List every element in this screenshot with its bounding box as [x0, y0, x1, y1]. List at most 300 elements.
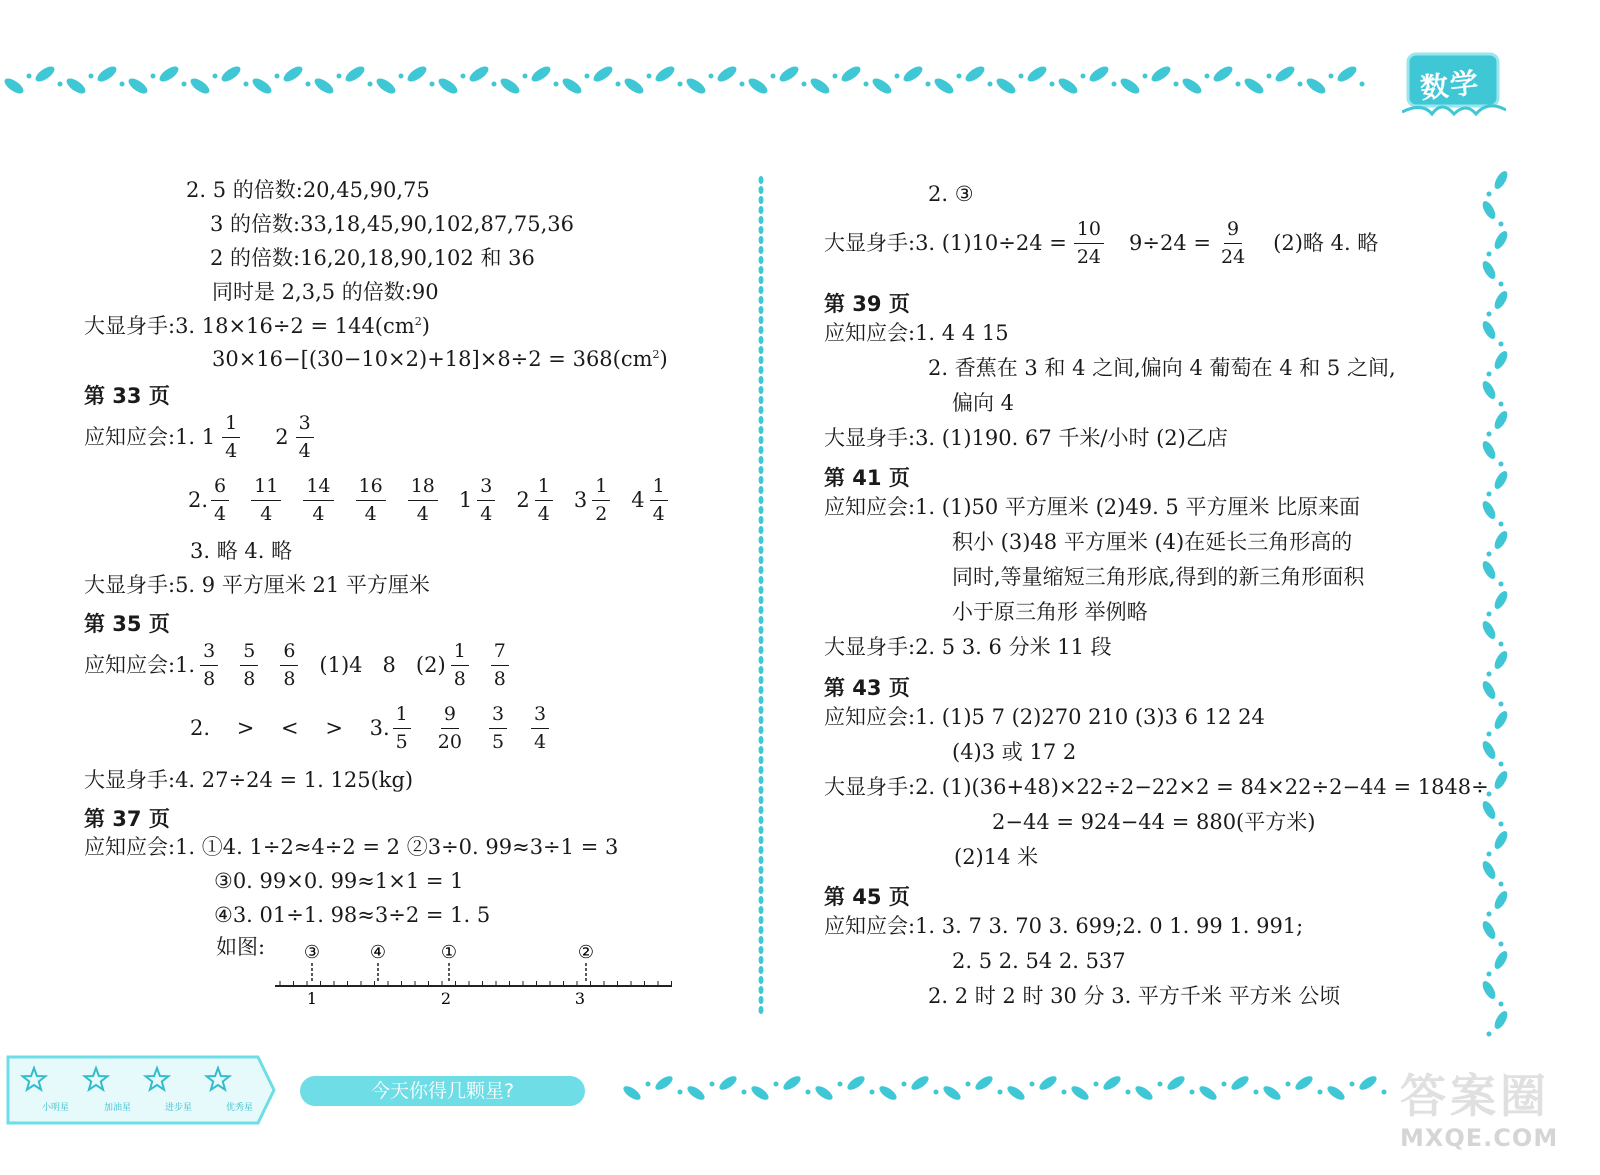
drop-ornament	[845, 1074, 867, 1093]
dot-ornament	[1499, 762, 1504, 767]
dot-ornament	[1499, 342, 1504, 347]
denominator: 4	[214, 503, 227, 525]
text-line: 3. 略 4. 略	[190, 539, 293, 563]
drop-ornament	[1197, 1084, 1219, 1103]
drop-ornament	[1165, 1074, 1187, 1093]
drop-ornament	[1480, 619, 1498, 641]
divider-dash	[759, 676, 764, 684]
mixed-number	[407, 477, 439, 524]
dot-ornament	[58, 82, 63, 87]
right-border-decoration	[1470, 170, 1520, 1050]
divider-dash	[759, 976, 764, 984]
dot-ornament	[1318, 1090, 1323, 1095]
dot-ornament	[870, 1090, 875, 1095]
dot-ornament	[864, 82, 869, 87]
denominator: 4	[652, 503, 665, 525]
divider-dash	[759, 486, 764, 494]
drop-ornament	[1492, 349, 1510, 371]
drop-ornament	[1293, 1074, 1315, 1093]
dot-ornament	[1499, 642, 1504, 647]
denominator: 8	[453, 668, 466, 690]
text-line: 积小 (3)48 平方厘米 (4)在延长三角形高的	[952, 530, 1353, 554]
numerator: 7	[491, 642, 509, 666]
drop-ornament	[1480, 859, 1498, 881]
dot-ornament	[1499, 702, 1504, 707]
drop-ornament	[1357, 1074, 1379, 1093]
divider-dash	[759, 706, 764, 714]
denominator: 8	[493, 668, 506, 690]
dot-ornament	[1062, 1090, 1067, 1095]
divider-dash	[759, 286, 764, 294]
dot-ornament	[1487, 312, 1492, 317]
top-border-decoration	[0, 60, 1400, 105]
drop-ornament	[1335, 64, 1359, 85]
divider-dash	[759, 586, 764, 594]
fraction	[356, 477, 386, 524]
dot-ornament	[1499, 222, 1504, 227]
divider-dash	[759, 446, 764, 454]
drop-ornament	[1480, 559, 1498, 581]
drop-ornament	[653, 64, 677, 85]
dot-ornament	[523, 74, 528, 79]
divider-dash	[759, 416, 764, 424]
mixed-number	[392, 705, 412, 752]
dot-ornament	[934, 1090, 939, 1095]
drop-ornament	[560, 76, 584, 97]
divider-dash	[759, 946, 764, 954]
dot-ornament	[616, 82, 621, 87]
drop-ornament	[1180, 76, 1204, 97]
divider-dash	[759, 276, 764, 284]
drop-ornament	[1480, 799, 1498, 821]
divider-dash	[759, 466, 764, 474]
text-line: 应知应会:1. (1)50 平方厘米 (2)49. 5 平方厘米 比原来面	[824, 495, 1361, 519]
section-heading: 第 33 页	[84, 384, 170, 408]
drop-ornament	[1492, 529, 1510, 551]
drop-ornament	[1056, 76, 1080, 97]
divider-dash	[759, 176, 764, 184]
text-line: 大显身手:3. (1)190. 67 千米/小时 (2)乙店	[824, 426, 1228, 450]
denominator: 4	[260, 503, 273, 525]
section-heading: 第 37 页	[84, 807, 170, 831]
text-line: 应知应会:1. ①4. 1÷2≈4÷2 = 2 ②3÷0. 99≈3÷1 = 3	[84, 835, 619, 859]
dot-ornament	[1222, 1082, 1227, 1087]
drop-ornament	[1133, 1084, 1155, 1103]
drop-ornament	[529, 64, 553, 85]
denominator: 4	[537, 503, 550, 525]
dot-ornament	[1254, 1090, 1259, 1095]
drop-ornament	[994, 76, 1018, 97]
drop-ornament	[877, 1084, 899, 1103]
fraction	[251, 477, 281, 524]
numerator: 18	[408, 477, 438, 501]
drop-ornament	[1492, 889, 1510, 911]
dot-ornament	[244, 82, 249, 87]
whole-part: 4	[631, 488, 645, 512]
dot-ornament	[902, 1082, 907, 1087]
center-divider	[754, 175, 768, 1015]
section-heading: 第 45 页	[824, 885, 910, 909]
divider-dash	[759, 786, 764, 794]
fraction: $\frac{9}{24}$	[1220, 218, 1246, 268]
dot-ornament	[1081, 74, 1086, 79]
dot-ornament	[1030, 1082, 1035, 1087]
divider-dash	[759, 646, 764, 654]
numerator: 1	[535, 477, 553, 501]
dot-ornament	[988, 82, 993, 87]
drop-ornament	[1492, 289, 1510, 311]
text-line: 2. 5 2. 54 2. 537	[952, 949, 1126, 973]
dot-ornament	[1499, 822, 1504, 827]
tick-label: 2	[440, 989, 452, 1008]
dot-ornament	[1487, 672, 1492, 677]
divider-dash	[759, 426, 764, 434]
dot-ornament	[1487, 192, 1492, 197]
drop-ornament	[1480, 379, 1498, 401]
text-line: ④3. 01÷1. 98≈3÷2 = 1. 5	[214, 903, 491, 927]
text-segment: (1)4 8 (2)	[319, 653, 446, 677]
denominator: 2	[595, 503, 608, 525]
divider-dash	[759, 986, 764, 994]
fraction	[280, 642, 298, 689]
text-line: 2. 香蕉在 3 和 4 之间,偏向 4 葡萄在 4 和 5 之间,	[928, 356, 1396, 380]
dot-ornament	[213, 74, 218, 79]
drop-ornament	[781, 1074, 803, 1093]
drop-ornament	[1480, 919, 1498, 941]
fraction	[408, 477, 438, 524]
dot-ornament	[895, 74, 900, 79]
dot-ornament	[1499, 462, 1504, 467]
text-line: 2 的倍数:16,20,18,90,102 和 36	[210, 246, 535, 270]
whole-part: 1	[458, 488, 473, 512]
mixed-number	[516, 477, 553, 524]
divider-dash	[759, 696, 764, 704]
dot-ornament	[709, 74, 714, 79]
divider-dash	[759, 456, 764, 464]
divider-dash	[759, 956, 764, 964]
divider-dash	[759, 336, 764, 344]
fraction	[303, 477, 333, 524]
text-line: 同时,等量缩短三角形底,得到的新三角形面积	[952, 565, 1365, 589]
dot-ornament	[1499, 282, 1504, 287]
text-line: 同时是 2,3,5 的倍数:90	[212, 280, 439, 304]
numerator: 11	[251, 477, 281, 501]
denominator: 8	[243, 668, 256, 690]
drop-ornament	[2, 76, 26, 97]
denominator: 8	[203, 668, 216, 690]
drop-ornament	[1229, 1074, 1251, 1093]
numerator: 3	[477, 477, 495, 501]
mixed-number	[199, 642, 219, 689]
dot-ornament	[647, 74, 652, 79]
drop-ornament	[1005, 1084, 1027, 1103]
numerator: 3	[531, 705, 549, 729]
star-caption: 进步星	[165, 1103, 193, 1113]
divider-dash	[759, 476, 764, 484]
dot-ornament	[1487, 1032, 1492, 1037]
text-line: 大显身手:2. (1)(36+48)×22÷2−22×2 = 84×22÷2−44 = 1848÷	[824, 775, 1489, 799]
fraction	[200, 642, 218, 689]
divider-dash	[759, 726, 764, 734]
drop-ornament	[1480, 499, 1498, 521]
tick-label: 1	[306, 989, 318, 1008]
dot-ornament	[774, 1082, 779, 1087]
divider-dash	[759, 906, 764, 914]
dot-ornament	[742, 1090, 747, 1095]
numerator: 3	[200, 642, 218, 666]
fraction	[489, 705, 507, 752]
drop-ornament	[717, 1074, 739, 1093]
point-marker: ④	[369, 942, 387, 963]
mixed-number	[239, 642, 259, 689]
drop-ornament	[1492, 229, 1510, 251]
dot-ornament	[151, 74, 156, 79]
dot-ornament	[1487, 252, 1492, 257]
drop-ornament	[1325, 1084, 1347, 1103]
dot-ornament	[1499, 582, 1504, 587]
divider-dash	[759, 626, 764, 634]
denominator: 4	[534, 731, 547, 753]
drop-ornament	[33, 64, 57, 85]
divider-dash	[759, 546, 764, 554]
mixed-number	[279, 642, 299, 689]
dot-ornament	[1143, 74, 1148, 79]
divider-dash	[759, 386, 764, 394]
drop-ornament	[870, 76, 894, 97]
denominator: 20	[437, 731, 462, 753]
drop-ornament	[1211, 64, 1235, 85]
mixed-number	[355, 477, 387, 524]
drop-ornament	[157, 64, 181, 85]
divider-dash	[759, 206, 764, 214]
divider-dash	[759, 736, 764, 744]
drop-ornament	[1101, 1074, 1123, 1093]
drop-ornament	[1480, 199, 1498, 221]
divider-dash	[759, 436, 764, 444]
numerator: 14	[303, 477, 333, 501]
divider-dash	[759, 856, 764, 864]
point-marker: ②	[577, 942, 595, 963]
mixed-number	[530, 705, 550, 752]
dot-ornament	[771, 74, 776, 79]
numerator: 9	[441, 705, 459, 729]
text-line: $30\times 16-[(30-10\times 2)+18]\times 8\div 2 = 368(cm^2)$	[212, 347, 668, 371]
dot-ornament	[1112, 82, 1117, 87]
dot-ornament	[966, 1082, 971, 1087]
divider-dash	[759, 496, 764, 504]
text-line: 应知应会:1. 4 4 15	[824, 321, 1009, 345]
divider-dash	[759, 326, 764, 334]
answer-line-33-2: 2. $\frac{6}{4}$ $\frac{11}{4}$ $\frac{14}{4}$ $\frac{16}{4}$ $\frac{18}{4}$ 1 $\frac{3}{4}$ 2 $\frac{1}{4}$ 3 $\frac{1}{2}$ 4 $\frac{1}{4}$	[188, 477, 669, 524]
dot-ornament	[1174, 82, 1179, 87]
dot-ornament	[1487, 552, 1492, 557]
drop-ornament	[1492, 170, 1510, 191]
dot-ornament	[1298, 82, 1303, 87]
divider-dash	[759, 806, 764, 814]
denominator: 8	[283, 668, 296, 690]
dot-ornament	[27, 74, 32, 79]
dot-ornament	[957, 74, 962, 79]
drop-ornament	[932, 76, 956, 97]
fraction	[393, 705, 411, 752]
text-line: 大显身手:2. 5 3. 6 分米 11 段	[824, 635, 1112, 659]
dot-ornament	[1019, 74, 1024, 79]
dot-ornament	[1094, 1082, 1099, 1087]
text-line: 2. 5 的倍数:20,45,90,75	[186, 178, 430, 202]
dot-ornament	[1487, 852, 1492, 857]
drop-ornament	[1480, 739, 1498, 761]
dot-ornament	[1050, 82, 1055, 87]
divider-dash	[759, 346, 764, 354]
text-line: 大显身手:3. $18\times 16\div 2 = 144(cm^2)$	[84, 314, 430, 338]
drop-ornament	[1492, 1009, 1510, 1031]
divider-dash	[759, 686, 764, 694]
divider-dash	[759, 516, 764, 524]
dot-ornament	[1487, 492, 1492, 497]
drop-ornament	[808, 76, 832, 97]
numerator: 6	[280, 642, 298, 666]
divider-dash	[759, 576, 764, 584]
dot-ornament	[1487, 372, 1492, 377]
drop-ornament	[1480, 319, 1498, 341]
dot-ornament	[1205, 74, 1210, 79]
divider-dash	[759, 366, 764, 374]
drop-ornament	[973, 1074, 995, 1093]
divider-dash	[759, 916, 764, 924]
mixed-number	[490, 642, 510, 689]
dot-ornament	[1382, 1090, 1387, 1095]
drop-ornament	[621, 1084, 643, 1103]
number-line-diagram	[270, 938, 680, 1008]
star-rating-prompt: 今天你得几颗星?	[300, 1076, 585, 1106]
dot-ornament	[492, 82, 497, 87]
divider-dash	[759, 186, 764, 194]
drop-ornament	[941, 1084, 963, 1103]
dot-ornament	[399, 74, 404, 79]
drop-ornament	[1492, 589, 1510, 611]
answer-line-r2: 大显身手:3. (1)10÷24 = $\frac{10}{24}$ 9÷24 = $\frac{9}{24}$ (2)略 4. 略	[824, 218, 1379, 268]
dot-ornament	[646, 1082, 651, 1087]
mixed-number	[302, 477, 334, 524]
dot-ornament	[1126, 1090, 1131, 1095]
drop-ornament	[1037, 1074, 1059, 1093]
divider-dash	[759, 356, 764, 364]
dot-ornament	[306, 82, 311, 87]
drop-ornament	[909, 1074, 931, 1093]
dot-ornament	[802, 82, 807, 87]
text-line: 应知应会:1. 3. 7 3. 70 3. 699;2. 0 1. 99 1. 991;	[824, 914, 1304, 938]
fraction	[535, 477, 553, 524]
denominator: 4	[480, 503, 493, 525]
denominator: 4	[416, 503, 429, 525]
dot-ornament	[1286, 1082, 1291, 1087]
fraction	[477, 477, 495, 524]
dot-ornament	[1158, 1082, 1163, 1087]
section-heading: 第 35 页	[84, 612, 170, 636]
dot-ornament	[1236, 82, 1241, 87]
divider-dash	[759, 226, 764, 234]
mixed-number	[631, 477, 668, 524]
text-line: 大显身手:4. 27÷24 = 1. 125(kg)	[84, 768, 414, 792]
divider-dash	[759, 536, 764, 544]
divider-dash	[759, 236, 764, 244]
fraction: $\frac{1}{4}$	[222, 414, 240, 461]
fraction	[240, 642, 258, 689]
drop-ornament	[467, 64, 491, 85]
drop-ornament	[1480, 439, 1498, 461]
dot-ornament	[833, 74, 838, 79]
drop-ornament	[1273, 64, 1297, 85]
denominator: 4	[364, 503, 377, 525]
numerator: 5	[240, 642, 258, 666]
fraction	[592, 477, 610, 524]
mixed-number	[488, 705, 508, 752]
drop-ornament	[591, 64, 615, 85]
drop-ornament	[498, 76, 522, 97]
drop-ornament	[715, 64, 739, 85]
dot-ornament	[554, 82, 559, 87]
divider-dash	[759, 826, 764, 834]
mixed-number	[434, 705, 466, 752]
text-line: (2)14 米	[954, 845, 1039, 869]
section-heading: 第 43 页	[824, 676, 910, 700]
dot-ornament	[806, 1090, 811, 1095]
divider-dash	[759, 566, 764, 574]
star-rating-bar	[6, 1055, 276, 1125]
divider-dash	[759, 616, 764, 624]
drop-ornament	[746, 76, 770, 97]
divider-dash	[759, 886, 764, 894]
divider-dash	[759, 816, 764, 824]
fraction	[211, 477, 229, 524]
divider-dash	[759, 966, 764, 974]
dot-ornament	[740, 82, 745, 87]
drop-ornament	[1492, 709, 1510, 731]
text-line: 2. 2 时 2 时 30 分 3. 平方千米 平方米 公顷	[928, 984, 1341, 1008]
watermark-url: MXQE.COM	[1400, 1124, 1559, 1152]
dot-ornament	[368, 82, 373, 87]
dot-ornament	[1499, 1002, 1504, 1007]
drop-ornament	[188, 76, 212, 97]
divider-dash	[759, 846, 764, 854]
divider-dash	[759, 266, 764, 274]
dot-ornament	[678, 1090, 683, 1095]
mixed-number	[210, 477, 230, 524]
dot-ornament	[1499, 942, 1504, 947]
drop-ornament	[312, 76, 336, 97]
dot-ornament	[275, 74, 280, 79]
dot-ornament	[926, 82, 931, 87]
drop-ornament	[684, 76, 708, 97]
dot-ornament	[1360, 82, 1365, 87]
drop-ornament	[1118, 76, 1142, 97]
divider-dash	[759, 196, 764, 204]
divider-dash	[759, 766, 764, 774]
dot-ornament	[1350, 1082, 1355, 1087]
numerator: 16	[356, 477, 386, 501]
divider-dash	[759, 396, 764, 404]
dot-ornament	[1487, 612, 1492, 617]
drop-ornament	[777, 64, 801, 85]
drop-ornament	[405, 64, 429, 85]
mixed-number	[450, 642, 470, 689]
divider-dash	[759, 1006, 764, 1014]
dot-ornament	[182, 82, 187, 87]
drop-ornament	[1480, 679, 1498, 701]
drop-ornament	[1492, 409, 1510, 431]
dot-ornament	[585, 74, 590, 79]
drop-ornament	[1242, 76, 1266, 97]
